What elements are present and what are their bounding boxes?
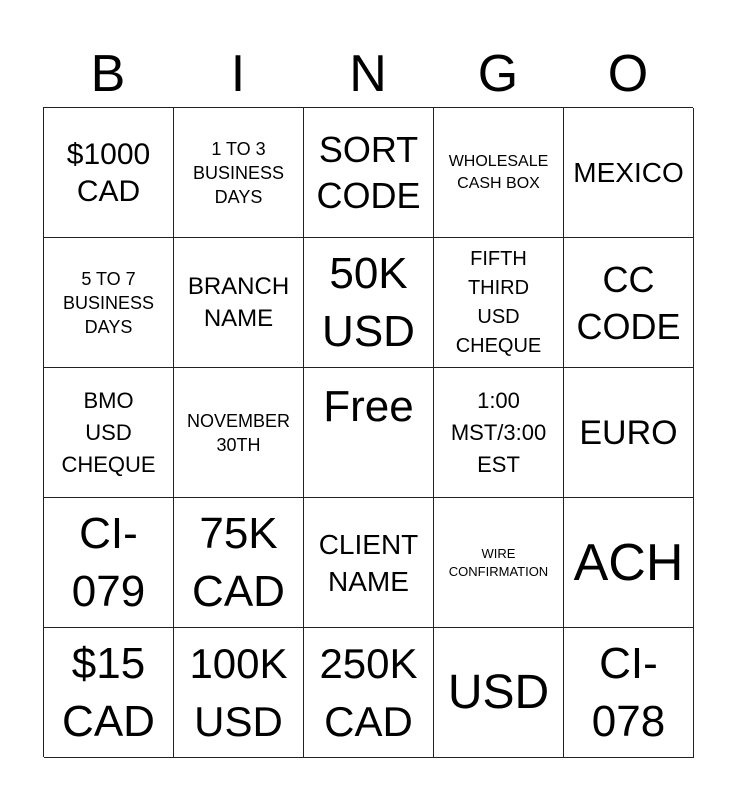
bingo-cell-r3c4[interactable] <box>434 368 564 498</box>
bingo-cell-r2c3[interactable] <box>304 238 434 368</box>
bingo-cell-r3c5[interactable] <box>564 368 694 498</box>
bingo-cell-r5c3[interactable] <box>304 628 434 758</box>
cell-label: Free <box>323 381 414 431</box>
cell-label: CI- 078 <box>591 638 666 746</box>
bingo-header <box>43 40 693 108</box>
bingo-cell-r3c3[interactable] <box>304 368 434 498</box>
bingo-cell-r5c1[interactable] <box>44 628 174 758</box>
cell-label: BMO USD CHEQUE <box>61 387 156 477</box>
cell-label: $1000 CAD <box>66 137 151 208</box>
bingo-cell-r4c4[interactable] <box>434 498 564 628</box>
cell-label: CC CODE <box>576 258 681 347</box>
cell-label: CI- 079 <box>71 508 146 616</box>
cell-label: 50K USD <box>322 248 415 356</box>
cell-label: WIRE CONFIRMATION <box>448 545 549 579</box>
bingo-cell-r4c2[interactable] <box>174 498 304 628</box>
cell-label: FIFTH THIRD USD CHEQUE <box>455 247 542 357</box>
bingo-cell-r2c5[interactable] <box>564 238 694 368</box>
bingo-cell-r1c1[interactable] <box>44 108 174 238</box>
cell-label: NOVEMBER 30TH <box>186 410 291 455</box>
cell-label: 1 TO 3 BUSINESS DAYS <box>192 138 285 207</box>
cell-label: BRANCH NAME <box>187 272 290 332</box>
bingo-cell-r4c5[interactable] <box>564 498 694 628</box>
cell-label: 250K CAD <box>319 639 418 745</box>
bingo-board <box>43 107 693 757</box>
bingo-cell-r2c4[interactable] <box>434 238 564 368</box>
bingo-cell-r4c3[interactable] <box>304 498 434 628</box>
header-letter-i: I <box>230 45 246 103</box>
cell-label: MEXICO <box>573 157 684 188</box>
cell-label: WHOLESALE CASH BOX <box>448 152 549 192</box>
cell-label: CLIENT NAME <box>318 528 419 597</box>
cell-label: 5 TO 7 BUSINESS DAYS <box>62 268 155 337</box>
cell-label: SORT CODE <box>316 128 421 216</box>
bingo-cell-r5c4[interactable] <box>434 628 564 758</box>
bingo-cell-r5c5[interactable] <box>564 628 694 758</box>
header-letter-g: G <box>477 45 519 103</box>
cell-label: $15 CAD <box>62 638 155 746</box>
header-letter-b: B <box>90 45 126 103</box>
cell-label: 75K CAD <box>192 508 285 616</box>
header-letter-o: O <box>607 45 649 103</box>
bingo-cell-r1c5[interactable] <box>564 108 694 238</box>
cell-label: ACH <box>573 533 684 592</box>
bingo-cell-r1c2[interactable] <box>174 108 304 238</box>
header-letter-n: N <box>349 45 387 103</box>
bingo-cell-r5c2[interactable] <box>174 628 304 758</box>
cell-label: USD <box>447 665 550 719</box>
bingo-cell-r2c1[interactable] <box>44 238 174 368</box>
bingo-cell-r4c1[interactable] <box>44 498 174 628</box>
bingo-cell-r1c4[interactable] <box>434 108 564 238</box>
cell-label: 100K USD <box>189 639 288 745</box>
cell-label: EURO <box>579 413 678 452</box>
bingo-cell-r3c1[interactable] <box>44 368 174 498</box>
bingo-cell-r1c3[interactable] <box>304 108 434 238</box>
bingo-cell-r3c2[interactable] <box>174 368 304 498</box>
cell-label: 1:00 MST/3:00 EST <box>450 387 547 477</box>
bingo-cell-r2c2[interactable] <box>174 238 304 368</box>
